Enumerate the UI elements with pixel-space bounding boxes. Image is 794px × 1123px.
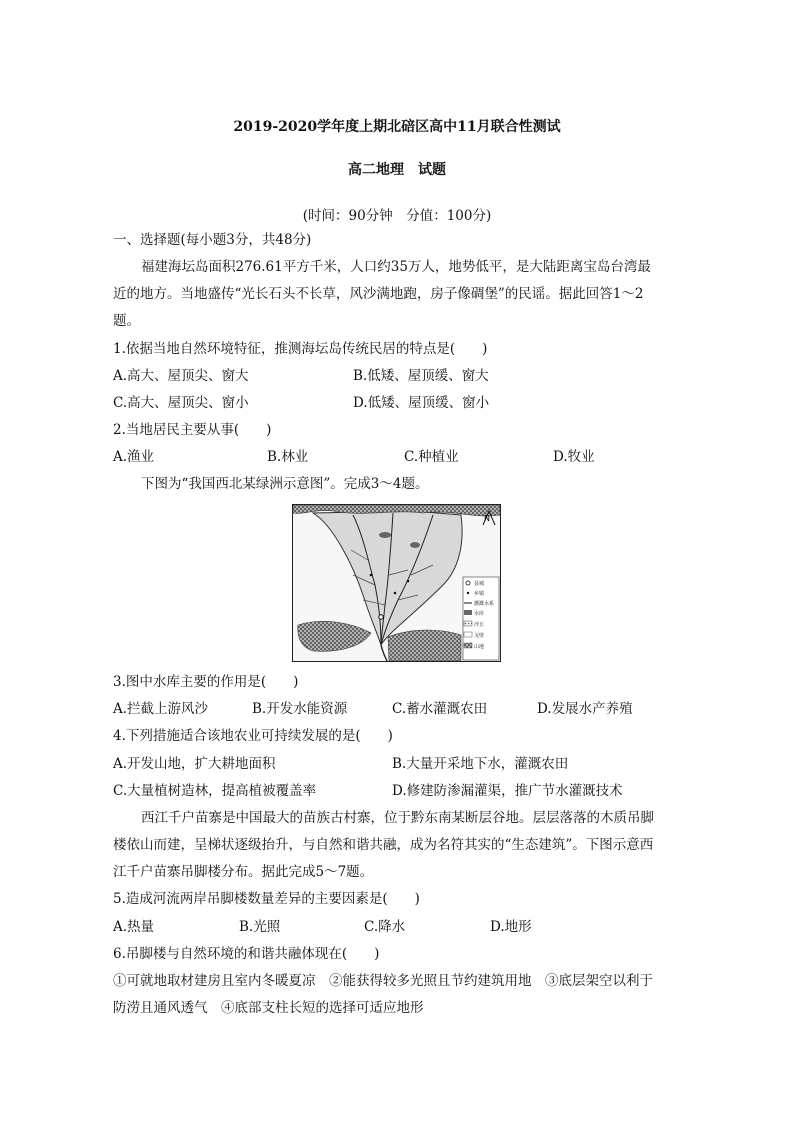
exam-info: (时间：90分钟 分值：100分) — [302, 208, 492, 224]
q3-option-d: D.发展水产养殖 — [537, 701, 633, 717]
q4-option-d: D.修建防渗漏灌渠，推广节水灌溉技术 — [392, 783, 623, 799]
q5-option-d: D.地形 — [490, 919, 532, 935]
north-label: N — [484, 514, 490, 523]
q1-stem: 1.依据当地自然环境特征，推测海坛岛传统民居的特点是( ) — [113, 341, 488, 357]
q6-statement-line1: ①可就地取材建房且室内冬暖夏凉 ②能获得较多光照且节约建筑用地 ③底层架空以利于 — [113, 973, 653, 989]
q2-option-d: D.牧业 — [553, 449, 595, 465]
q6-statement-line2: 防涝且通风透气 ④底部支柱长短的选择可适应地形 — [113, 1000, 424, 1016]
q2-option-b: B.林业 — [267, 449, 309, 465]
q1-option-a: A.高大、屋顶尖、窗大 — [113, 368, 249, 384]
q4-option-c: C.大量植树造林，提高植被覆盖率 — [113, 783, 317, 799]
q5-option-b: B.光照 — [239, 919, 281, 935]
passage1-line2: 近的地方。当地盛传“光长石头不长草，风沙满地跑，房子像碉堡”的民谣。据此回答1～2 — [113, 286, 644, 302]
exam-title: 2019-2020学年度上期北碚区高中11月联合性测试 — [233, 119, 561, 135]
passage2-line3: 江千户苗寨吊脚楼分布。据此完成5～7题。 — [113, 864, 374, 880]
q2-stem: 2.当地居民主要从事( ) — [113, 422, 272, 438]
q2-option-c: C.种植业 — [404, 449, 459, 465]
section-heading: 一、选择题(每小题3分，共48分) — [113, 232, 312, 248]
q2-option-a: A.渔业 — [113, 449, 155, 465]
passage2-line1: 西江千户苗寨是中国最大的苗族古村寨，位于黔东南某断层谷地。层层落落的木质吊脚 — [141, 810, 654, 826]
q1-option-d: D.低矮、屋顶缓、窗小 — [353, 395, 490, 411]
q3-stem: 3.图中水库主要的作用是( ) — [113, 674, 299, 690]
q4-option-a: A.开发山地，扩大耕地面积 — [113, 756, 276, 772]
q6-stem: 6.吊脚楼与自然环境的和谐共融体现在( ) — [113, 946, 380, 962]
legend-dune: 沙丘 — [474, 622, 485, 628]
q5-stem: 5.造成河流两岸吊脚楼数量差异的主要因素是( ) — [113, 891, 420, 907]
q3-option-b: B.开发水能资源 — [252, 701, 348, 717]
q5-option-a: A.热量 — [113, 919, 155, 935]
passage1-line1: 福建海坛岛面积276.61平方千米，人口约35万人，地势低平，是大陆距离宝岛台湾最 — [141, 259, 651, 275]
q5-option-c: C.降水 — [364, 919, 406, 935]
passage2-line2: 楼依山而建，呈梯状逐级抬升，与自然和谐共融，成为名符其实的“生态建筑”。下图示意西 — [113, 837, 654, 853]
legend-reservoir: 水库 — [474, 611, 485, 617]
exam-subtitle: 高二地理 试题 — [348, 162, 446, 178]
legend-irrigation: 灌溉水系 — [474, 601, 495, 607]
q3-option-c: C.蓄水灌溉农田 — [392, 701, 488, 717]
q1-option-b: B.低矮、屋顶缓、窗大 — [353, 368, 489, 384]
q3-option-a: A.拦截上游风沙 — [113, 701, 209, 717]
legend-county: 县城 — [474, 581, 485, 587]
oasis-map — [292, 504, 501, 662]
legend-mountain: 山地 — [474, 644, 485, 650]
legend-town: 乡镇 — [474, 591, 485, 597]
passage1-line3: 题。 — [113, 313, 140, 329]
q1-option-c: C.高大、屋顶尖、窗小 — [113, 395, 249, 411]
legend-gobi: 戈壁 — [474, 633, 485, 639]
q4-option-b: B.大量开采地下水，灌溉农田 — [392, 756, 569, 772]
q4-stem: 4.下列措施适合该地农业可持续发展的是( ) — [113, 728, 393, 744]
intro-q3-q4: 下图为“我国西北某绿洲示意图”。完成3～4题。 — [141, 476, 429, 492]
oasis-map-drawing — [293, 505, 500, 661]
